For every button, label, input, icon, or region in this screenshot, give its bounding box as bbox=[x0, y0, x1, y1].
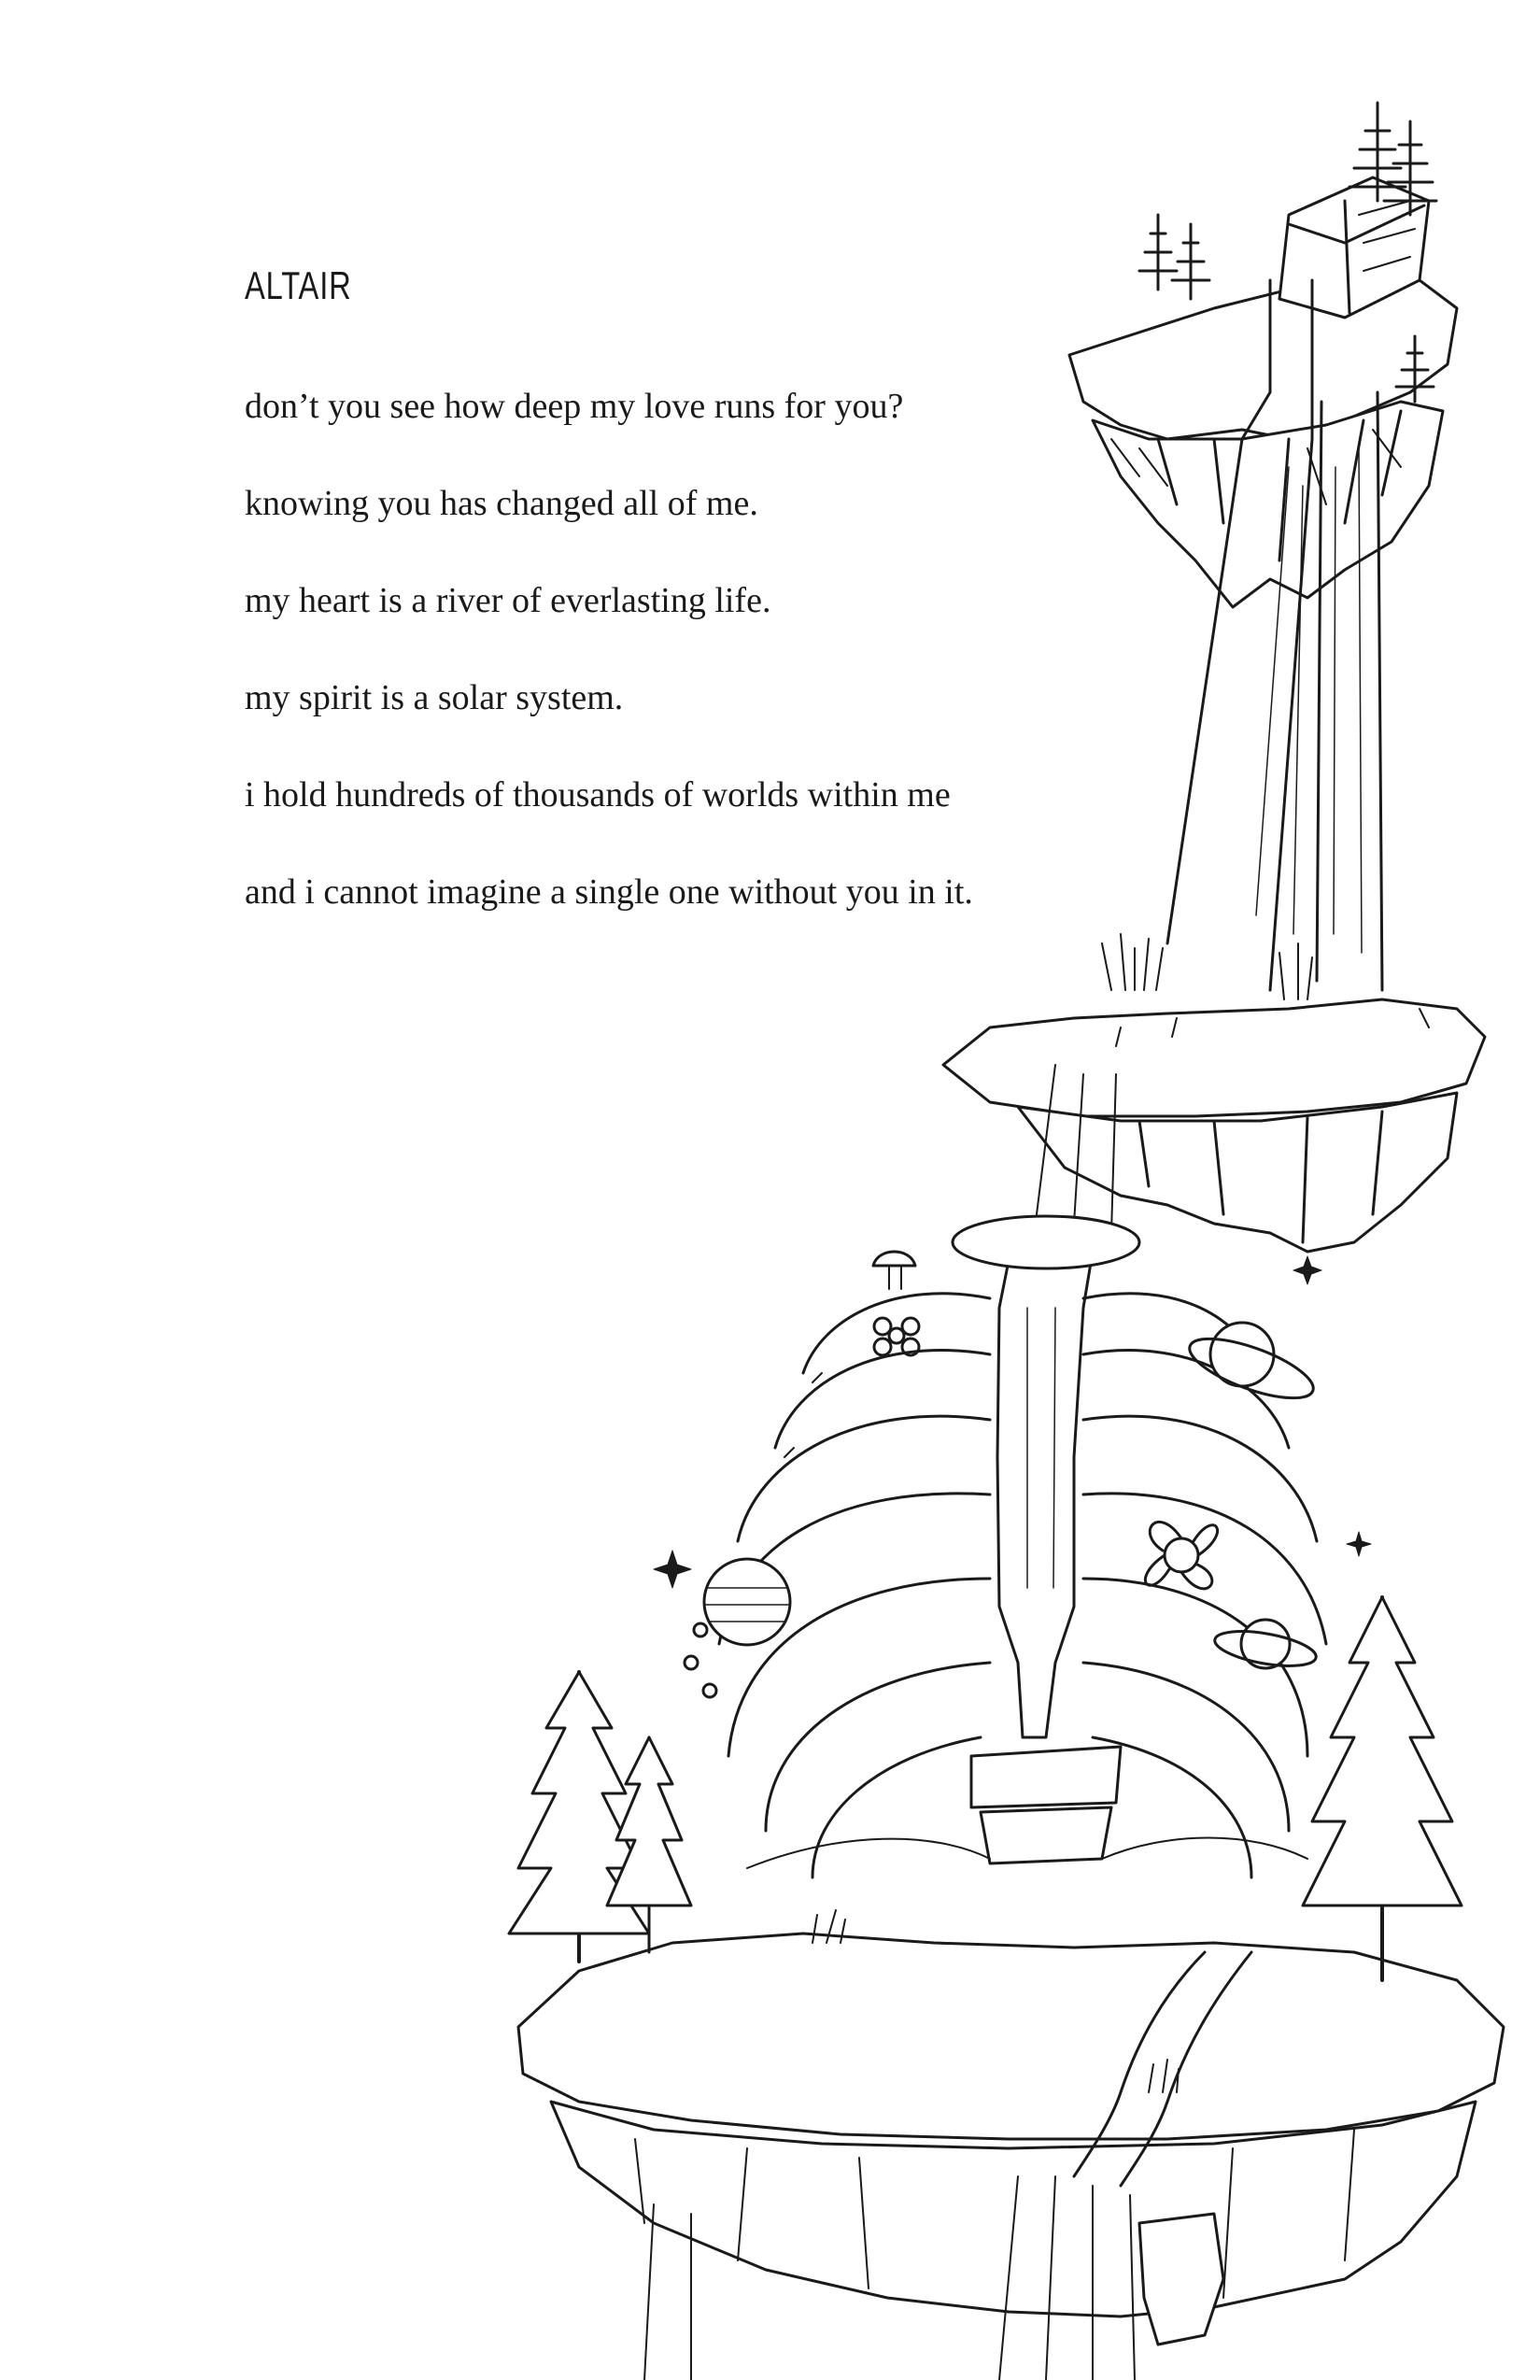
flower-icon bbox=[1145, 1522, 1217, 1588]
flower-icon bbox=[874, 1318, 919, 1355]
ringed-planet-icon bbox=[1183, 1323, 1321, 1410]
poem-line: knowing you has changed all of me. bbox=[245, 484, 758, 523]
mushroom-icon bbox=[873, 1252, 915, 1289]
top-floating-island bbox=[1069, 103, 1457, 607]
poem-line: don’t you see how deep my love runs for you? bbox=[245, 387, 904, 426]
ringed-planet-icon bbox=[1212, 1620, 1319, 1672]
middle-floating-island bbox=[943, 934, 1485, 1252]
bottom-floating-island bbox=[518, 1910, 1504, 2380]
ribcage bbox=[719, 1216, 1326, 1877]
poem-line: my spirit is a solar system. bbox=[245, 678, 624, 717]
planet-icon bbox=[704, 1559, 790, 1645]
poem-line: and i cannot imagine a single one without you in it. bbox=[245, 872, 973, 912]
poem-title: ALTAIR bbox=[245, 263, 352, 307]
poem-line: i hold hundreds of thousands of worlds within me bbox=[245, 775, 951, 815]
pine-tree-icon bbox=[1303, 1597, 1462, 1980]
poem-line: my heart is a river of everlasting life. bbox=[245, 581, 771, 620]
pine-tree-icon bbox=[1139, 215, 1177, 290]
pine-tree-icon bbox=[1349, 103, 1406, 201]
pine-tree-icon bbox=[1172, 224, 1209, 299]
flower-icon bbox=[685, 1623, 716, 1697]
